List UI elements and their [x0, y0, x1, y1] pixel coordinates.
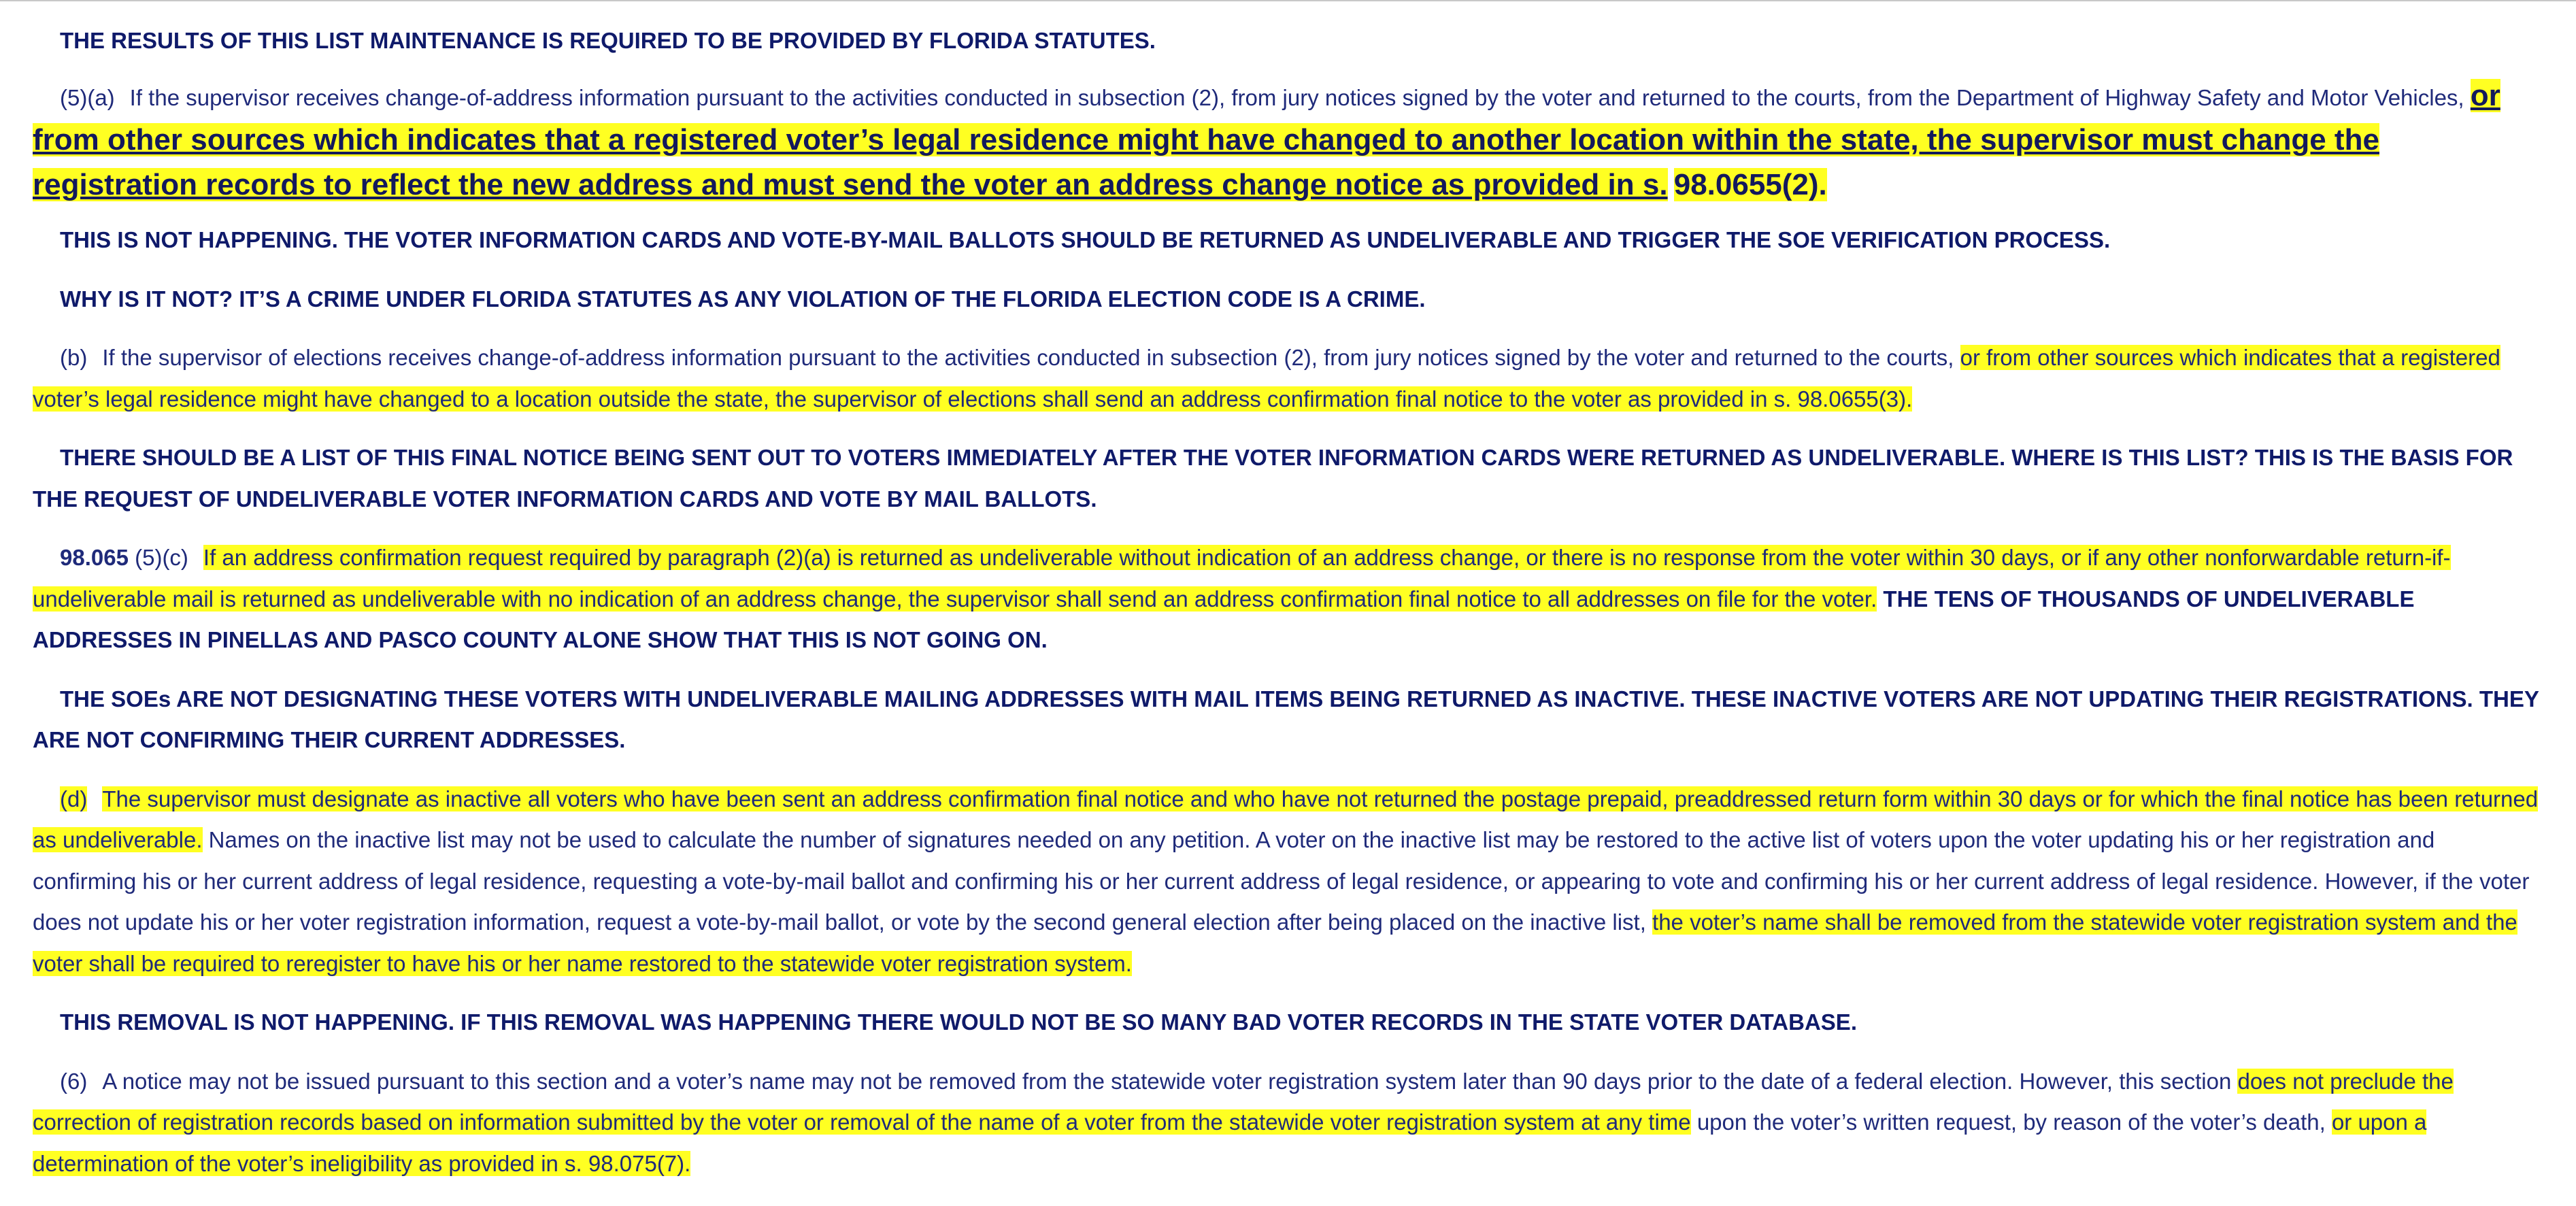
statute-label: (5)(c) — [135, 545, 188, 570]
highlighted-statute-text-2: or upon a determination of the voter’s ineligibility as provided in s. 98.075(7). — [33, 1109, 2427, 1176]
commentary-results-required: THE RESULTS OF THIS LIST MAINTENANCE IS REQUIRED TO BE PROVIDED BY FLORIDA STATUTES. — [60, 28, 1156, 53]
statute-text: If the supervisor receives change-of-address information pursuant to the activities conducted in subsection (2), from jury notices signed by the voter and returned to the courts, from the Department of Highway Safety and Motor Vehicles, — [129, 84, 2464, 110]
statute-reference: 98.0655(2). — [1673, 167, 1827, 201]
statute-b — [33, 337, 2543, 420]
statute-section-number: 98.065 — [60, 545, 129, 570]
statute-text: A notice may not be issued pursuant to this section and a voter’s name may not be removed from the statewide voter registration system later than 90 days prior to the date of a federal election. However, this section — [102, 1068, 2232, 1094]
highlighted-statute-text: If an address confirmation request required by paragraph (2)(a) is returned as undeliverable without indication of an address change, or there is no response from the voter within 30 days, or if any other nonforwardable return-if-undeliverable mail is returned as undeliverable with no indication of an address change, the supervisor shall send an address confirmation final notice to all addresses on file for the voter. — [33, 545, 2451, 612]
commentary-undeliverable-addresses: THE TENS OF THOUSANDS OF UNDELIVERABLE ADDRESSES IN PINELLAS AND PASCO COUNTY ALONE SHOW THAT THIS IS NOT GOING ON. — [33, 586, 2415, 652]
highlighted-statute-text-2: the voter’s name shall be removed from the statewide voter registration system and the voter shall be required to reregister to have his or her name restored to the statewide voter registration system. — [33, 909, 2518, 976]
statute-6 — [33, 1061, 2543, 1185]
statute-label: (d) — [60, 786, 88, 811]
highlighted-statute-text: or from other sources which indicates that a registered voter’s legal residence might have changed to another location within the state, the supervisor must change the registration records to reflect the new address and must send the voter an address change notice as provided in s. — [33, 78, 2500, 201]
document-body — [33, 0, 2543, 1184]
statute-text: Names on the inactive list may not be used to calculate the number of signatures needed on any petition. A voter on the inactive list may be restored to the active list of voters upon the voter updating his or her registration and confirming his or her current address of legal residence, requesting a vote-by-mail ballot and confirming his or her current address of legal residence, or appearing to vote and confirming his or her current address of legal residence. However, if the voter does not update his or her voter registration information, request a vote-by-mail ballot, or vote by the second general election after being placed on the inactive list, — [33, 827, 2530, 935]
statute-text-2: upon the voter’s written request, by reason of the voter’s death, — [1696, 1109, 2326, 1135]
commentary-removal-not-happening: THIS REMOVAL IS NOT HAPPENING. IF THIS REMOVAL WAS HAPPENING THERE WOULD NOT BE SO MANY BAD VOTER RECORDS IN THE STATE VOTER DATABASE. — [60, 1009, 1857, 1035]
commentary-why-not: WHY IS IT NOT? IT’S A CRIME UNDER FLORIDA STATUTES AS ANY VIOLATION OF THE FLORIDA ELECTION CODE IS A CRIME. — [60, 286, 1426, 312]
statute-5c — [33, 537, 2543, 661]
statute-label: (5)(a) — [60, 84, 115, 110]
highlighted-statute-text: The supervisor must designate as inactive all voters who have been sent an address confirmation final notice and who have not returned the postage prepaid, preaddressed return form within 30 days or for which the final notice has been returned as undeliverable. — [33, 786, 2539, 852]
statute-label: (b) — [60, 345, 88, 370]
highlighted-statute-text: or from other sources which indicates that a registered voter’s legal residence might have changed to a location outside the state, the supervisor of elections shall send an address confirmation final notice to the voter as provided in s. 98.0655(3). — [33, 345, 2500, 412]
statute-d — [33, 779, 2543, 985]
commentary-final-notice-list: THERE SHOULD BE A LIST OF THIS FINAL NOTICE BEING SENT OUT TO VOTERS IMMEDIATELY AFTER THE VOTER INFORMATION CARDS WERE RETURNED AS UNDELIVERABLE. WHERE IS THIS LIST? THIS IS THE BASIS FOR THE REQUEST OF UNDELIVERABLE VOTER INFORMATION CARDS AND VOTE BY MAIL BALLOTS. — [33, 445, 2513, 512]
highlighted-statute-text: does not preclude the correction of registration records based on information submitted by the voter or removal of the name of a voter from the statewide voter registration system at any time — [33, 1068, 2454, 1135]
commentary-not-happening: THIS IS NOT HAPPENING. THE VOTER INFORMATION CARDS AND VOTE-BY-MAIL BALLOTS SHOULD BE RETURNED AS UNDELIVERABLE AND TRIGGER THE SOE VERIFICATION PROCESS. — [60, 227, 2111, 252]
statute-label: (6) — [60, 1068, 88, 1094]
commentary-inactive-voters: THE SOEs ARE NOT DESIGNATING THESE VOTERS WITH UNDELIVERABLE MAILING ADDRESSES WITH MAIL ITEMS BEING RETURNED AS INACTIVE. THESE INACTIVE VOTERS ARE NOT UPDATING THEIR REGISTRATIONS. THEY ARE NOT CONFIRMING THEIR CURRENT ADDRESSES. — [33, 686, 2539, 752]
statute-text: If the supervisor of elections receives change-of-address information pursuant to the activities conducted in subsection (2), from jury notices signed by the voter and returned to the courts, — [102, 345, 1954, 370]
statute-5a — [33, 74, 2543, 208]
